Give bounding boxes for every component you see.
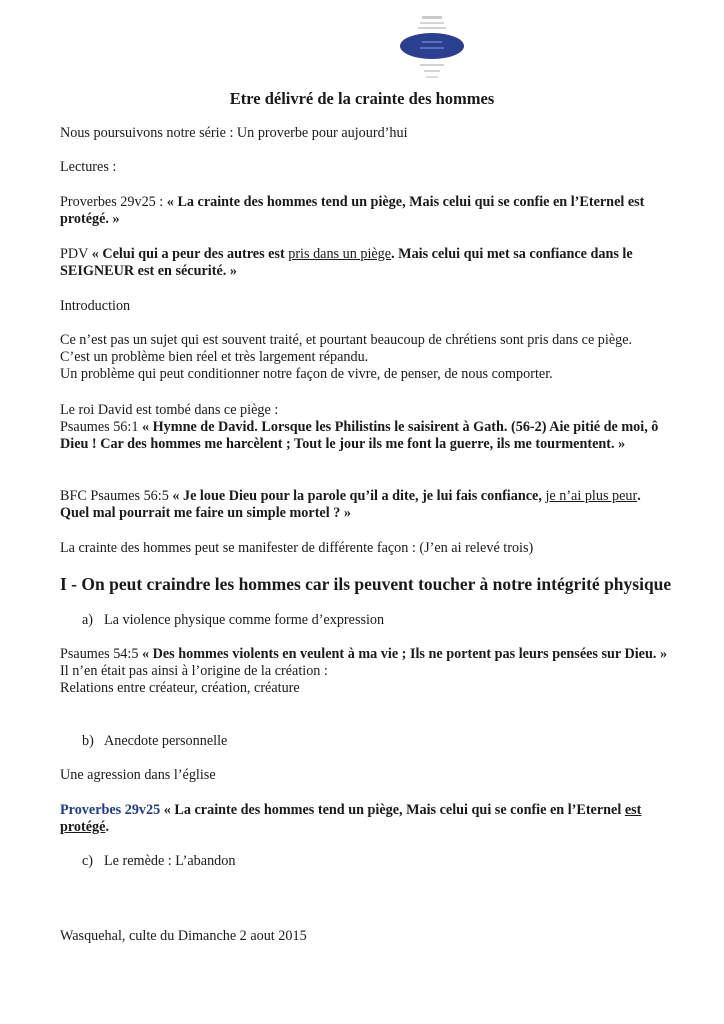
psaume-54-5-ref: Psaumes 54:5 <box>60 646 142 662</box>
intro-paragraph-line-2: C’est un problème bien réel et très largement répandu. <box>60 349 369 365</box>
list-item-a <box>82 612 384 629</box>
psaume-54-line-3: Relations entre créateur, création, créature <box>60 680 300 696</box>
psaume-54-5-quote: « Des hommes violents en veulent à ma vie ; Ils ne portent pas leurs pensées sur Dieu. » <box>141 646 668 662</box>
bfc-psaume-56-5 <box>60 488 670 522</box>
footer-line: Wasquehal, culte du Dimanche 2 aout 2015 <box>60 928 307 944</box>
bfc-quote-underlined: je n’ai plus peur <box>545 488 638 504</box>
psaume-54-paragraph <box>60 646 670 697</box>
reading-1 <box>60 194 670 228</box>
psaume-56-1-quote: « Hymne de David. Lorsque les Philistins le saisirent à Gath. (56-2) Aie pitié de moi, ô Dieu ! Car des hommes me harcèlent ; Tout le jour ils me font la guerre, ils me tourmentent. » <box>60 419 659 452</box>
manifest-line: La crainte des hommes peut se manifester de différente façon : (J’en ai relevé trois) <box>60 540 534 556</box>
reading-2-ref: PDV <box>60 246 92 262</box>
reading-3-text-a: « La crainte des hommes tend un piège, Mais celui qui se confie en l’Eternel <box>160 802 625 818</box>
intro-paragraph-line-3: Un problème qui peut conditionner notre façon de vivre, de penser, de nous comporter. <box>60 366 553 382</box>
reading-2 <box>60 246 670 280</box>
intro-line: Nous poursuivons notre série : Un proverbe pour aujourd’hui <box>60 125 408 141</box>
list-item-b-text: Anecdote personnelle <box>104 733 228 749</box>
reading-1-text: « La crainte des hommes tend un piège, Mais celui qui se confie en l’Eternel est protégé. » <box>60 194 645 227</box>
intro-paragraph-line-1: Ce n’est pas un sujet qui est souvent traité, et pourtant beaucoup de chrétiens sont pris dans ce piège. <box>60 332 633 348</box>
reading-2-text-a: « Celui qui a peur des autres est <box>91 246 289 262</box>
agression-line: Une agression dans l’église <box>60 767 216 783</box>
list-item-a-text: La violence physique comme forme d’expression <box>104 612 385 628</box>
psaume-56-1-ref: Psaumes 56:1 <box>60 419 142 435</box>
bfc-quote-b: . Quel mal pourrait me faire un simple mortel ? » <box>60 488 641 521</box>
reading-2-underlined: pris dans un piège <box>288 246 392 262</box>
reading-2-text-b: . Mais celui qui met sa confiance dans le SEIGNEUR est en sécurité. » <box>60 246 633 279</box>
reading-3 <box>60 802 670 836</box>
reading-3-text-b: . <box>105 819 109 835</box>
list-item-b <box>82 733 227 750</box>
list-item-c-letter: c) <box>82 853 94 869</box>
list-item-c-text: Le remède : L’abandon <box>104 853 236 869</box>
reading-1-ref: Proverbes 29v25 : <box>60 194 167 210</box>
david-paragraph <box>60 402 670 453</box>
church-seal-logo <box>398 14 466 82</box>
david-line-1: Le roi David est tombé dans ce piège : <box>60 402 279 418</box>
document-title: Etre délivré de la crainte des hommes <box>229 89 495 108</box>
list-item-a-letter: a) <box>82 612 94 628</box>
bfc-ref: BFC Psaumes 56:5 <box>60 488 173 504</box>
list-item-b-letter: b) <box>82 733 94 749</box>
psaume-54-5 <box>60 646 670 663</box>
psaume-56-1 <box>60 419 670 453</box>
lectures-label: Lectures : <box>60 159 117 175</box>
bfc-quote-a: « Je loue Dieu pour la parole qu’il a dite, je lui fais confiance, <box>172 488 546 504</box>
section-1-heading: I - On peut craindre les hommes car ils peuvent toucher à notre intégrité physique <box>60 574 672 594</box>
list-item-c <box>82 853 235 870</box>
intro-paragraph <box>60 332 670 383</box>
reading-3-underlined: est protégé <box>60 802 642 835</box>
introduction-heading: Introduction <box>60 298 131 314</box>
reading-3-ref: Proverbes 29v25 <box>60 802 161 818</box>
psaume-54-line-2: Il n’en était pas ainsi à l’origine de la création : <box>60 663 328 679</box>
